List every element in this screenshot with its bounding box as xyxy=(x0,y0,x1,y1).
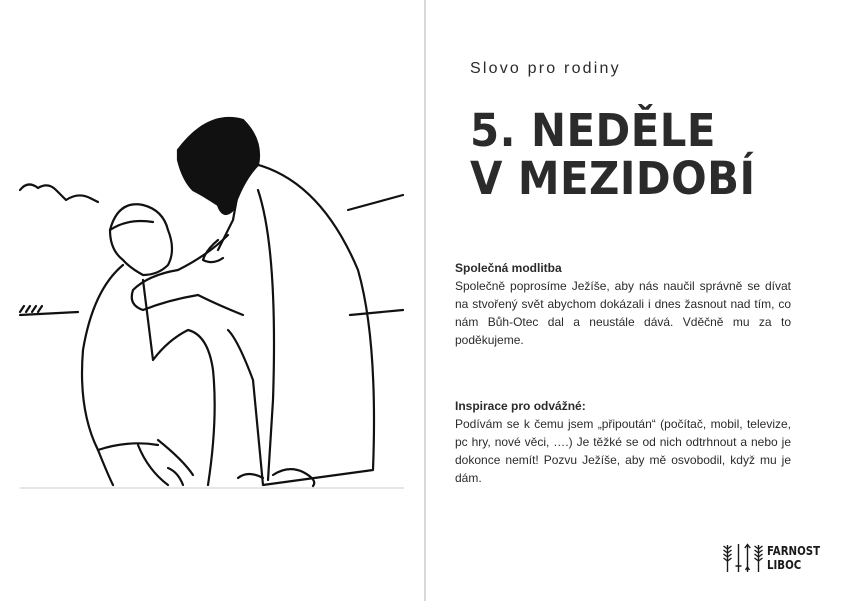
sword-icon xyxy=(735,543,742,573)
section-heading: Inspirace pro odvážné: xyxy=(455,399,586,413)
title-line-2: V MEZIDOBÍ xyxy=(470,152,756,205)
logo-line-1: FARNOST xyxy=(767,544,821,558)
wheat-icon xyxy=(753,543,764,573)
title-line-1: 5. NEDĚLE xyxy=(470,104,716,157)
section-body: Podívám se k čemu jsem „připoután“ (počítač, mobil, televize, pc hry, nové věci, ….) Je těžké se od nich odtrhnout a nebo je dokonce nemít! Pozvu Ježíše, aby mě osvobodil, když mu je dám. xyxy=(455,417,791,485)
subtitle: Slovo pro rodiny xyxy=(470,60,621,77)
parish-logo xyxy=(722,543,829,573)
section-prayer xyxy=(455,259,791,349)
logo-line-2: LIBOC xyxy=(767,558,802,572)
right-page xyxy=(426,0,850,601)
logo-text xyxy=(767,544,820,572)
illustration-jesus-embrace-icon xyxy=(18,100,404,490)
page-title xyxy=(470,104,756,205)
section-inspiration xyxy=(455,397,791,487)
logo-symbols xyxy=(722,543,764,573)
section-body: Společně poprosíme Ježíše, aby nás naučil správně se dívat na stvořený svět abychom dokázali i dnes žasnout nad tím, co nám Bůh-Otec dal a neustále dává. Vděčně mu za to poděkujeme. xyxy=(455,279,791,347)
arrow-icon xyxy=(744,543,751,573)
section-heading: Společná modlitba xyxy=(455,261,562,275)
wheat-icon xyxy=(722,543,733,573)
left-page xyxy=(0,0,424,601)
